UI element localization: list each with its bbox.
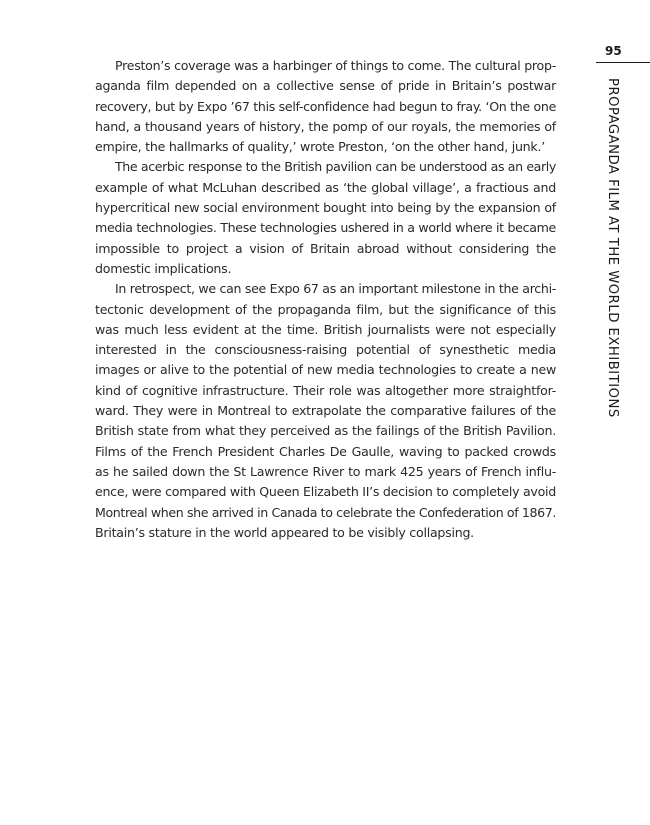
text-line: British state from what they perceived as the failings of the British Pavilion. (95, 423, 556, 439)
text-line: domestic implications. (95, 260, 232, 276)
text-line: hypercritical new social environment bought into being by the expansion of (95, 200, 556, 216)
text-line: media technologies. These technologies ushered in a world where it became (95, 220, 556, 236)
text-line: recovery, but by Expo ’67 this self-confidence had begun to fray. ‘On the one (95, 98, 556, 114)
text-line: empire, the hallmarks of quality,’ wrote Preston, ‘on the other hand, junk.’ (95, 139, 545, 155)
text-line: aganda film depended on a collective sense of pride in Britain’s postwar (95, 78, 556, 94)
header-rule (596, 62, 650, 63)
text-line: images or alive to the potential of new media technologies to create a new (95, 362, 556, 378)
text-line: Britain’s stature in the world appeared to be visibly collapsing. (95, 524, 474, 540)
text-line: In retrospect, we can see Expo 67 as an important milestone in the archi- (115, 281, 556, 297)
text-line: Montreal when she arrived in Canada to celebrate the Confederation of 1867. (95, 504, 556, 520)
body-text (95, 56, 556, 543)
text-line: hand, a thousand years of history, the pomp of our royals, the memories of (95, 118, 556, 134)
text-line: tectonic development of the propaganda film, but the significance of this (95, 301, 556, 317)
paragraph (95, 279, 556, 543)
text-line: ward. They were in Montreal to extrapolate the comparative failures of the (95, 403, 556, 419)
running-head: PROPAGANDA FILM AT THE WORLD EXHIBITIONS (605, 78, 620, 418)
text-line: kind of cognitive infrastructure. Their role was altogether more straightfor- (95, 382, 556, 398)
text-line: interested in the consciousness-raising potential of synesthetic media (95, 342, 556, 358)
text-line: Films of the French President Charles De Gaulle, waving to packed crowds (95, 443, 556, 459)
text-line: Preston’s coverage was a harbinger of things to come. The cultural prop- (115, 58, 556, 73)
text-line: was much less evident at the time. British journalists were not especially (95, 321, 556, 337)
text-line: example of what McLuhan described as ‘the global village’, a fractious and (95, 179, 556, 195)
text-line: impossible to project a vision of Britain abroad without considering the (95, 240, 556, 256)
paragraph (95, 56, 556, 157)
text-line: ence, were compared with Queen Elizabeth II’s decision to completely avoid (95, 484, 556, 500)
text-line: as he sailed down the St Lawrence River to mark 425 years of French influ- (95, 463, 556, 479)
page-number: 95 (605, 44, 622, 58)
text-line: The acerbic response to the British pavilion can be understood as an early (115, 159, 556, 175)
paragraph (95, 157, 556, 279)
